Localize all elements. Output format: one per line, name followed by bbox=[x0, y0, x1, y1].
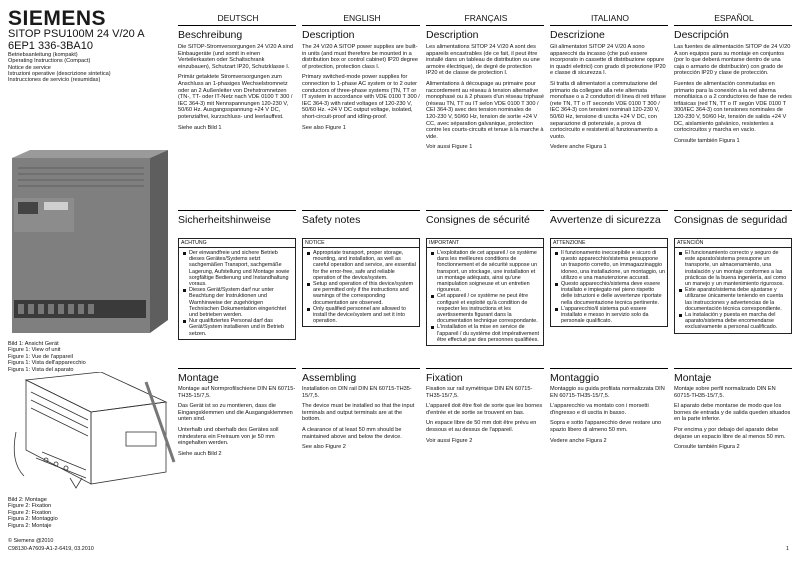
lang-de: DEUTSCH bbox=[217, 13, 259, 23]
mounting-paragraph: Montage auf Normprofilschiene DIN EN 60715-TH35-15/7,5. bbox=[178, 386, 296, 399]
description-paragraph: Primary switched-mode power supplies for connection to 1-phase AC system or to 2 outer conductors of three-phase systems (TN, TT or IT system in accordance with VDE 0100 T 300 / IEC 364-3) with rated voltages of 120-230 V, 50/60 Hz. +24 V DC output voltage, isolated, short-circuit-proof and idling-proof. bbox=[302, 74, 420, 120]
section-divider bbox=[302, 25, 420, 26]
description-paragraph: Vedere anche Figura 1 bbox=[550, 144, 607, 151]
description-paragraph: Las fuentes de alimentación SITOP de 24 V/20 A son equipos para su montaje en conjuntos (por lo que deberá montarse dentro de una caja o armario de distribución) con grado de protección IP20 y clase de protección. bbox=[674, 44, 791, 77]
mounting-paragraph: Montaje sobre perfil normalizado DIN EN 60715-TH35-15/7,5. bbox=[674, 386, 776, 399]
mounting-figure-2 bbox=[6, 372, 176, 490]
section-divider bbox=[178, 25, 296, 26]
safety-notice-list bbox=[303, 248, 419, 326]
safety-heading: Avvertenze di sicurezza bbox=[550, 214, 661, 226]
mounting-paragraph: Sopra e sotto l'apparecchio deve restare uno spazio libero di almeno 50 mm. bbox=[550, 420, 662, 433]
siemens-logo: SIEMENS bbox=[8, 7, 107, 30]
description-paragraph: Consulte también Figura 1 bbox=[674, 137, 740, 144]
safety-notice-box bbox=[178, 238, 296, 340]
safety-notice-item: Der einwandfreie und sichere Betrieb dieses Gerätes/Systems setzt sachgemäßen Transport, sachgemäße Lagerung, Aufstellung und Montage sowie sorgfältige Bedienung und Instandhaltung voraus. bbox=[182, 250, 293, 287]
mounting-paragraph: Das Gerät ist so zu montieren, dass die Eingangsklemmen und die Ausgangsklemmen unten sind. bbox=[178, 403, 293, 423]
safety-notice-item: Questo apparecchio/sistema deve essere installato e impiegato nel pieno rispetto delle istruzioni e delle avvertenze riportate nella documentazione tecnica pertinente. bbox=[554, 281, 665, 306]
mounting-paragraph: Un espace libre de 50 mm doit être prévu en dessous et au dessus de l'appareil. bbox=[426, 420, 537, 433]
device-figure-1 bbox=[10, 150, 170, 340]
safety-notice-item: La instalación y puesta en marcha del aparato/sistema debe encomendarse exclusivamente a personal cualificado. bbox=[678, 312, 789, 331]
mounting-paragraph: Siehe auch Bild 2 bbox=[178, 450, 222, 457]
description-text bbox=[674, 44, 792, 148]
section-divider bbox=[674, 25, 792, 26]
safety-heading: Consignes de sécurité bbox=[426, 214, 530, 226]
lang-en: ENGLISH bbox=[343, 13, 381, 23]
section-divider bbox=[178, 210, 296, 211]
safety-notice-item: Il funzionamento ineccepibile e sicuro di questo apparecchio/sistema presuppone un trasporto corretto, un immagazzinaggio idoneo, una installazione, un montaggio, un utilizzo e una manutenzione accurati. bbox=[554, 250, 665, 281]
mounting-text bbox=[426, 386, 544, 448]
safety-notice-item: L'exploitation de cet appareil / ce système dans les meilleures conditions de fonctionnement et de sécurité suppose un transport, un stockage, une installation et un montage adéquats, ainsi qu'une manipulation soigneuse et un entretien rigoureux. bbox=[430, 250, 541, 293]
section-divider bbox=[426, 368, 544, 369]
section-divider bbox=[550, 210, 668, 211]
mounting-paragraph: A clearance of at least 50 mm should be maintained above and below the device. bbox=[302, 426, 402, 440]
mounting-paragraph: L'appareil doit être fixé de sorte que les bornes d'entrée et de sortie se trouvent en bas. bbox=[426, 403, 543, 416]
mounting-text bbox=[674, 386, 792, 455]
safety-notice-list bbox=[427, 248, 543, 345]
mounting-paragraph: Por encima y por debajo del aparato debe dejarse un espacio libre de al menos 50 mm. bbox=[674, 426, 786, 440]
description-text bbox=[302, 44, 420, 135]
description-paragraph: Si tratta di alimentatori a commutazione del primario da collegare alla rete alternata monofase o a 2 conduttori di linea di reti trifase (rete TN, TT o IT secondo VDE 0100 T 300 / IEC 364-3) con tensioni nominali 120-230 V, 50/60 Hz, tensione di uscita +24 V DC, con separazione di potenziale, a prova di cortocircuito e resistenti al funzionamento a vuoto. bbox=[550, 80, 666, 140]
safety-heading: Sicherheitshinweise bbox=[178, 214, 271, 226]
safety-notice-label: ACHTUNG bbox=[179, 239, 295, 248]
description-heading: Beschreibung bbox=[178, 29, 243, 41]
description-paragraph: Fuentes de alimentación conmutadas en primario para la conexión a la red alterna monofásica o a 2 conductores de fase de redes trifásicas (red TN, TT o IT según VDE 0100 T 300/IEC 364-3) con tensiones nominales de 120-230 V, 50/60 Hz, tensión de salida +24 V DC, aislamiento galvánico, resistentes a cortocircuitos y marcha en vacío. bbox=[674, 80, 792, 134]
safety-notice-list bbox=[551, 248, 667, 326]
mounting-paragraph: El aparato debe montarse de modo que los bornes de entrada y de salida queden situados en la parte inferior. bbox=[674, 403, 791, 423]
safety-notice-label: ATTENZIONE bbox=[551, 239, 667, 248]
safety-notice-box bbox=[674, 238, 792, 334]
safety-heading: Safety notes bbox=[302, 214, 361, 226]
mounting-paragraph: The device must be installed so that the input terminals and output terminals are at the bottom. bbox=[302, 403, 415, 423]
mounting-text bbox=[178, 386, 296, 461]
page-number: 1 bbox=[786, 546, 789, 552]
section-divider bbox=[178, 368, 296, 369]
safety-notice-item: L'installation et la mise en service de l'appareil / du système doit impérativement être effectué par des personnes qualifiées. bbox=[430, 324, 541, 343]
mounting-paragraph: Vedere anche Figura 2 bbox=[550, 437, 607, 444]
safety-notice-box bbox=[302, 238, 420, 327]
mounting-text bbox=[550, 386, 668, 448]
figure-2-caption: Bild 2: Montage Figure 2: Fixation Figure 2: Fixation Figura 2: Montaggio Figura 2: Montaje bbox=[8, 497, 58, 529]
safety-notice-list bbox=[179, 248, 295, 339]
mounting-heading: Montaggio bbox=[550, 372, 600, 384]
safety-notice-label: NOTICE bbox=[303, 239, 419, 248]
description-text bbox=[550, 44, 668, 155]
lang-fr: FRANÇAIS bbox=[464, 13, 508, 23]
section-divider bbox=[550, 368, 668, 369]
mounting-heading: Montage bbox=[178, 372, 219, 384]
mounting-heading: Assembling bbox=[302, 372, 357, 384]
description-paragraph: Gli alimentatori SITOP 24 V/20 A sono apparecchi da incasso (che può essere incorporato in cassette di distribuzione oppure in quadri elettrici) con grado di protezione IP20 e classe di sicurezza I. bbox=[550, 44, 666, 77]
safety-notice-item: El funcionamiento correcto y seguro de este aparato/sistema presupone un transporte, un almacenamiento, una instalación y un montaje conformes a las prácticas de la buena ingeniería, así como un manejo y un mantenimiento rigurosos. bbox=[678, 250, 789, 287]
safety-notice-item: Setup and operation of this device/system are permitted only if the instructions and warnings of the corresponding documentation are observed. bbox=[306, 281, 417, 306]
description-paragraph: The 24 V/20 A SITOP power supplies are built-in units (and must therefore be mounted in a distribution box or control cabinet) IP20 degree of protection, protection class I. bbox=[302, 44, 418, 70]
mounting-paragraph: Fixation sur rail symétrique DIN EN 60715-TH35-15/7,5. bbox=[426, 386, 533, 399]
description-paragraph: Primär getaktete Stromversorgungen zum Anschluss an 1-phasiges Wechselstromnetz oder an 2 Außenleiter von Drehstromnetzen (TN-, TT- oder IT-Netz nach VDE 0100 T 300 / IEC 364-3) mit Nennspannungen 120-230 V, 50/60 Hz. Ausgangsspannung +24 V DC, potenzialfrei, kurzschluss- und leerlauffest. bbox=[178, 74, 293, 120]
description-paragraph: Voir aussi Figure 1 bbox=[426, 144, 473, 151]
safety-notice-item: Nur qualifiziertes Personal darf das Gerät/System installieren und in Betrieb setzen. bbox=[182, 318, 293, 337]
section-divider bbox=[302, 368, 420, 369]
document-subtitles: Betriebsanleitung (kompakt) Operating Instructions (Compact) Notice de service Istruzioni operative (descrizione sintetica) Instrucciones de servicio (resumidas) bbox=[8, 52, 111, 84]
mounting-paragraph: See also Figure 2 bbox=[302, 444, 346, 451]
description-text bbox=[178, 44, 296, 135]
safety-heading: Consignas de seguridad bbox=[674, 214, 788, 226]
lang-es: ESPAÑOL bbox=[714, 13, 754, 23]
section-divider bbox=[426, 25, 544, 26]
mounting-paragraph: Unterhalb und oberhalb des Gerätes soll mindestens ein Freiraum von je 50 mm eingehalten werden. bbox=[178, 426, 279, 447]
description-text bbox=[426, 44, 544, 155]
section-divider bbox=[674, 210, 792, 211]
mounting-paragraph: L'apparecchio va montato con i morsetti d'ingresso e di uscita in basso. bbox=[550, 403, 649, 416]
lang-it: ITALIANO bbox=[590, 13, 630, 23]
safety-notice-item: Este aparato/sistema debe ajustarse y utilizarse únicamente teniendo en cuenta las instrucciones y advertencias de la documentación técnica correspondiente. bbox=[678, 287, 789, 312]
mounting-text bbox=[302, 386, 420, 455]
section-divider bbox=[550, 25, 668, 26]
section-divider bbox=[674, 368, 792, 369]
mounting-paragraph: Consulte también Figura 2 bbox=[674, 444, 740, 451]
figure-1-caption: Bild 1: Ansicht Gerät Figure 1: View of unit Figure 1: Vue de l'appareil Figura 1: Vista dell'apparecchio Figura 1: Vista del aparato bbox=[8, 341, 86, 373]
safety-notice-box bbox=[426, 238, 544, 346]
description-paragraph: Die SITOP-Stromversorgungen 24 V/20 A sind Einbaugeräte (und somit in einen Verteilerkasten oder Schaltschrank einzubauen), Schutzart IP20, Schutzklasse I. bbox=[178, 44, 293, 70]
safety-notice-item: Cet appareil / ce système ne peut être configuré et exploité qu'à condition de respecter les instructions et les avertissements figurant dans la documentation technique correspondante. bbox=[430, 293, 541, 324]
safety-notice-label: ATENCIÓN bbox=[675, 239, 791, 248]
description-heading: Descrizione bbox=[550, 29, 605, 41]
mounting-paragraph: Montaggio su guida profilata normalizzata DIN EN 60715-TH35-15/7,5. bbox=[550, 386, 665, 399]
safety-notice-list bbox=[675, 248, 791, 333]
mounting-paragraph: Voir aussi Figure 2 bbox=[426, 437, 473, 444]
document-number: C98130-A7609-A1-2-6419, 03.2010 bbox=[8, 546, 94, 552]
mounting-heading: Fixation bbox=[426, 372, 463, 384]
safety-notice-item: L'apparecchio/il sistema può essere installato e messo in servizio solo da personale qualificato. bbox=[554, 306, 665, 325]
description-paragraph: Les alimentations SITOP 24 V/20 A sont des appareils encastrables (de ce fait, il peut être installé dans un tableau de distribution ou une armoire électrique), de degré de protection IP20 et de classe de protection I. bbox=[426, 44, 540, 77]
description-heading: Descripción bbox=[674, 29, 729, 41]
copyright: © Siemens @2010 bbox=[8, 538, 54, 544]
mounting-heading: Montaje bbox=[674, 372, 712, 384]
safety-notice-item: Dieses Gerät/System darf nur unter Beachtung der Instruktionen und Warnhinweise der zugehörigen Technischen Dokumentation eingerichtet und betrieben werden. bbox=[182, 287, 293, 318]
safety-notice-box bbox=[550, 238, 668, 327]
description-heading: Description bbox=[302, 29, 355, 41]
product-title: SITOP PSU100M 24 V/20 A 6EP1 336-3BA10 bbox=[8, 28, 145, 52]
description-paragraph: Alimentations à découpage au primaire pour raccordement au réseau à tension alternative monophasé ou à 2 phases d'un réseau triphasé (réseau TN, TT ou IT selon VDE 0100 T 300 / CEI 364-3) avec des tension nominales de 120-230 V, 50/60 Hz, tension de sortie +24 V CC, avec séparation galvanique, protection contre les courts-circuits et tenue à la marche à vide. bbox=[426, 80, 544, 140]
safety-notice-item: Appropriate transport, proper storage, mounting, and installation, as well as careful operation and service, are essential for the error-free, safe and reliable operation of the device/system. bbox=[306, 250, 417, 281]
mounting-paragraph: Installation on DIN rail DIN EN 60715-TH35-15/7,5. bbox=[302, 386, 412, 399]
section-divider bbox=[426, 210, 544, 211]
description-heading: Description bbox=[426, 29, 479, 41]
section-divider bbox=[302, 210, 420, 211]
description-paragraph: See also Figure 1 bbox=[302, 124, 346, 131]
safety-notice-item: Only qualified personnel are allowed to install the device/system and set it into operation. bbox=[306, 306, 417, 325]
safety-notice-label: IMPORTANT bbox=[427, 239, 543, 248]
description-paragraph: Siehe auch Bild 1 bbox=[178, 124, 222, 131]
